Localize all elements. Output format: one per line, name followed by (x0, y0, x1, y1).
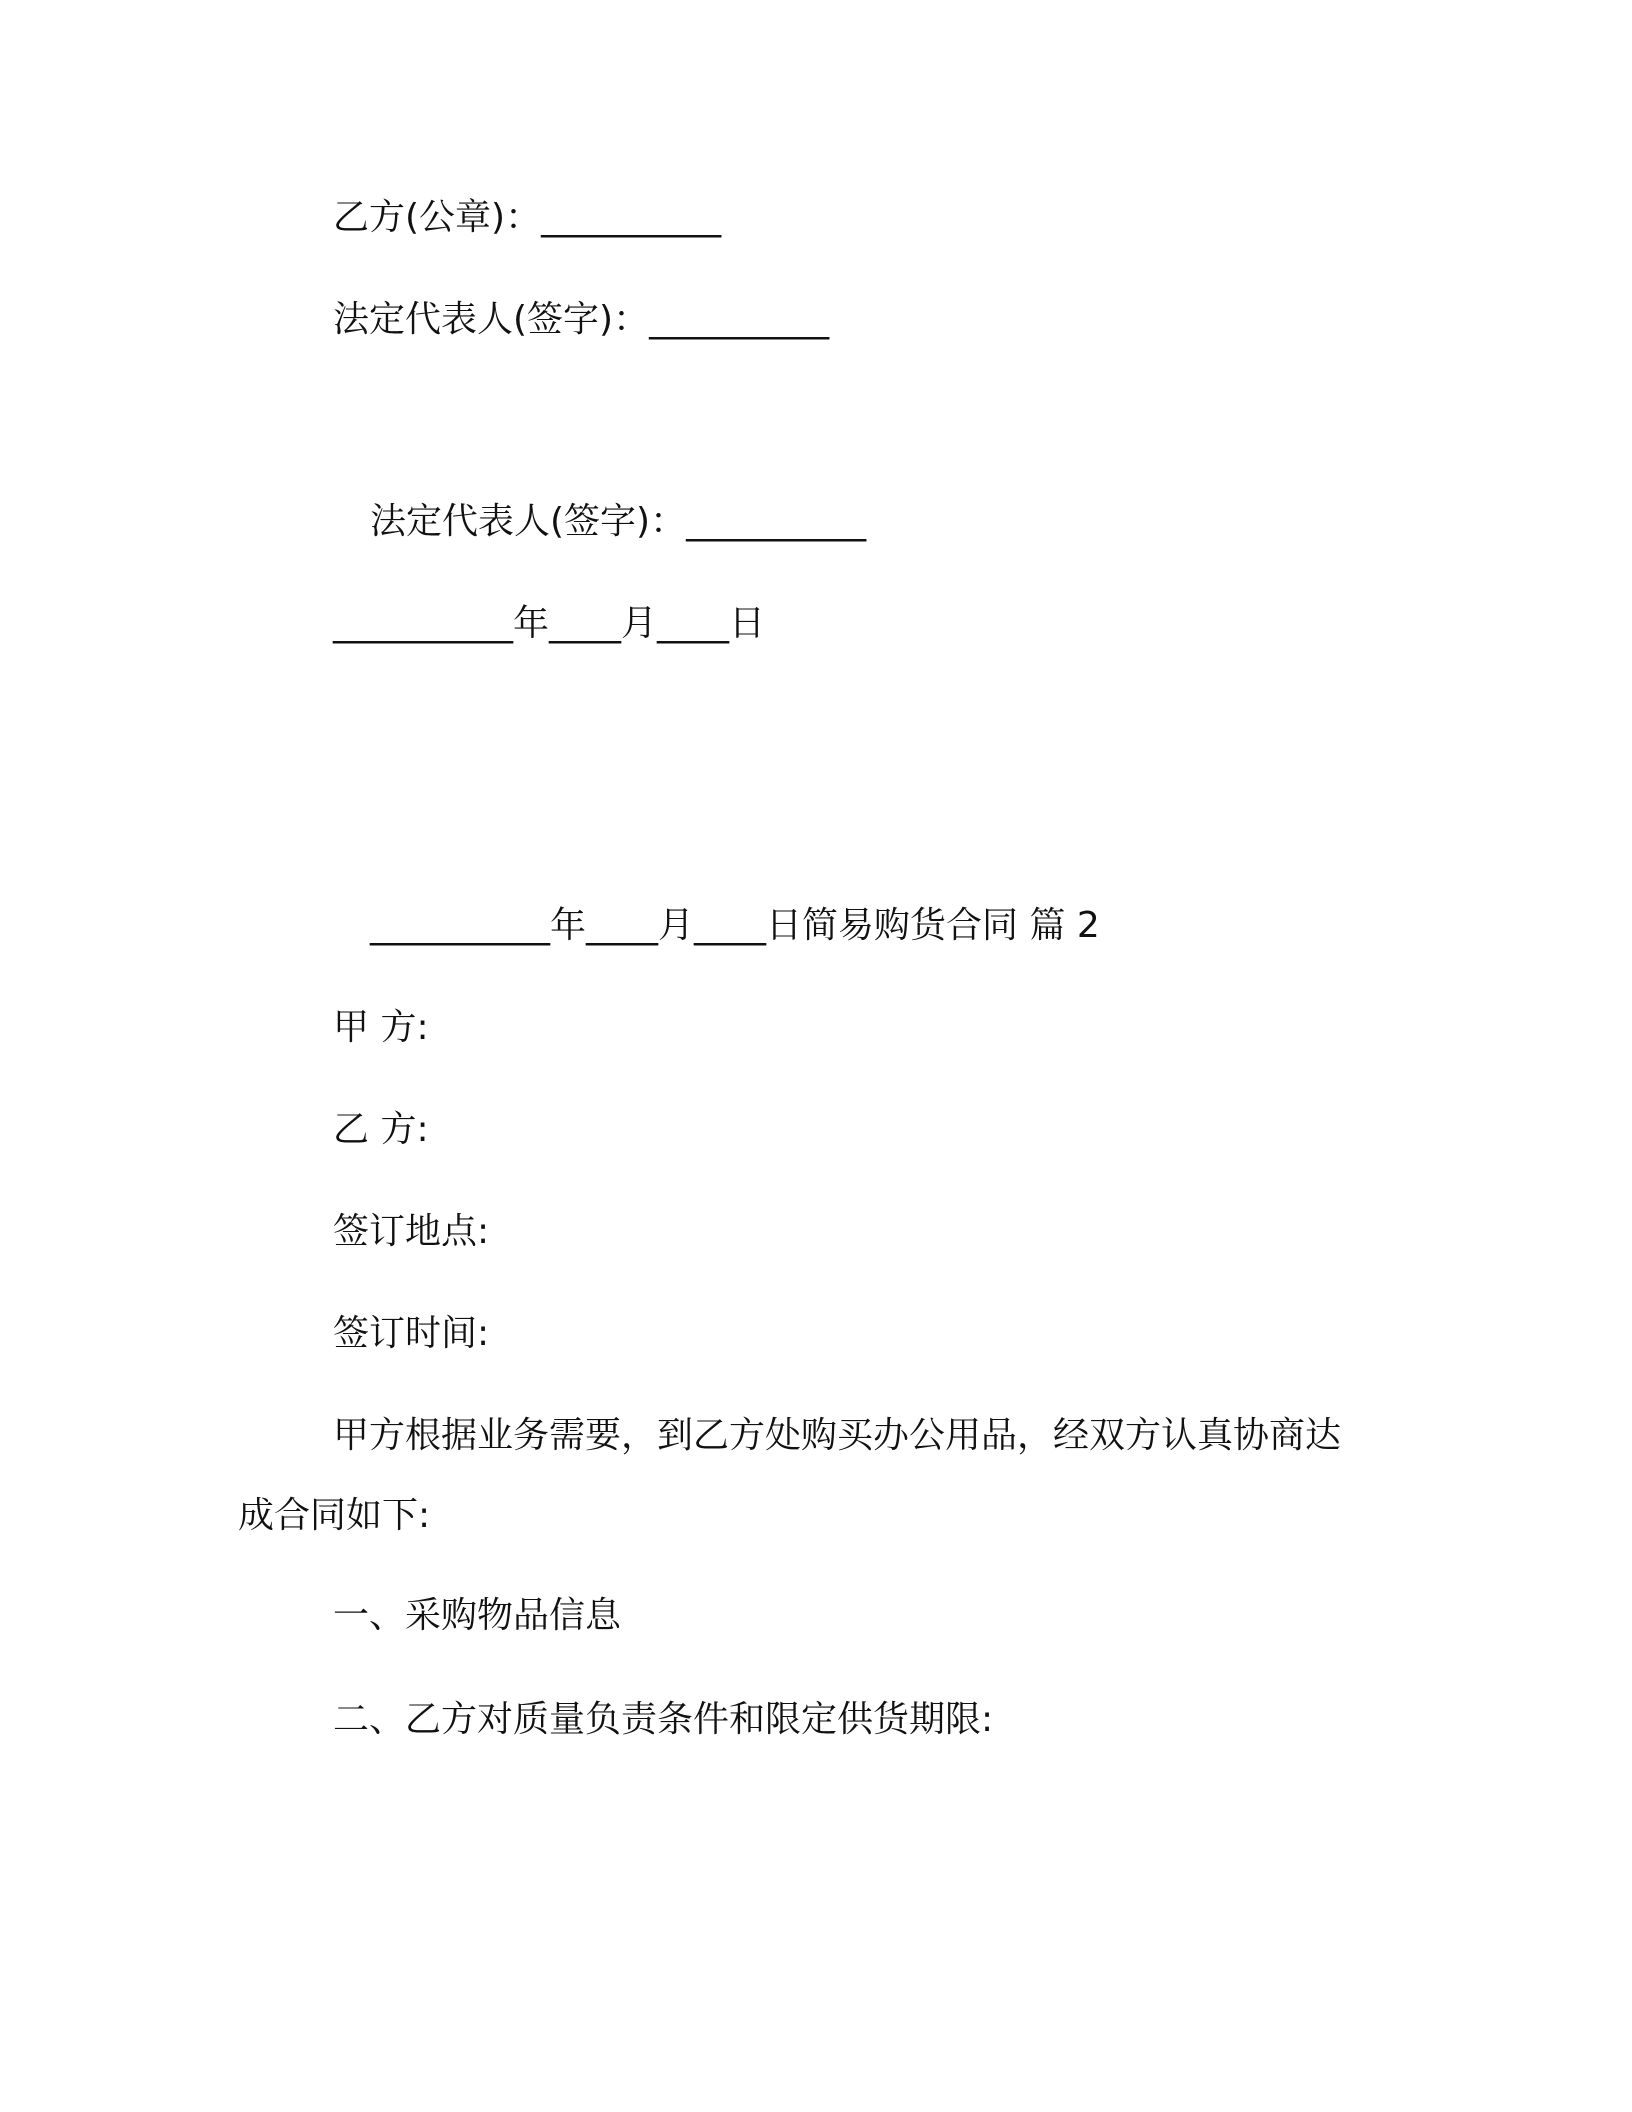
date-line: __________年____月____日 (333, 603, 765, 644)
section-one-heading: 一、采购物品信息 (333, 1595, 622, 1636)
section-two-heading: 二、乙方对质量负责条件和限定供货期限: (333, 1699, 994, 1740)
party-a-line: 甲 方: (333, 1007, 429, 1048)
party-b-seal-line: 乙方(公章)：__________ (333, 197, 722, 238)
legal-representative-signature-line-2: 法定代表人(签字)：__________ (370, 501, 867, 542)
signing-location-line: 签订地点: (333, 1211, 490, 1252)
contract-title-line: __________年____月____日简易购货合同 篇 2 (370, 905, 1100, 946)
signing-time-line: 签订时间: (333, 1313, 490, 1354)
contract-paragraph-line-1: 甲方根据业务需要，到乙方处购买办公用品，经双方认真协商达 (333, 1415, 1342, 1456)
contract-paragraph-line-2: 成合同如下: (238, 1495, 431, 1536)
legal-representative-signature-line: 法定代表人(签字)：__________ (333, 299, 830, 340)
party-b-line: 乙 方: (333, 1109, 429, 1150)
